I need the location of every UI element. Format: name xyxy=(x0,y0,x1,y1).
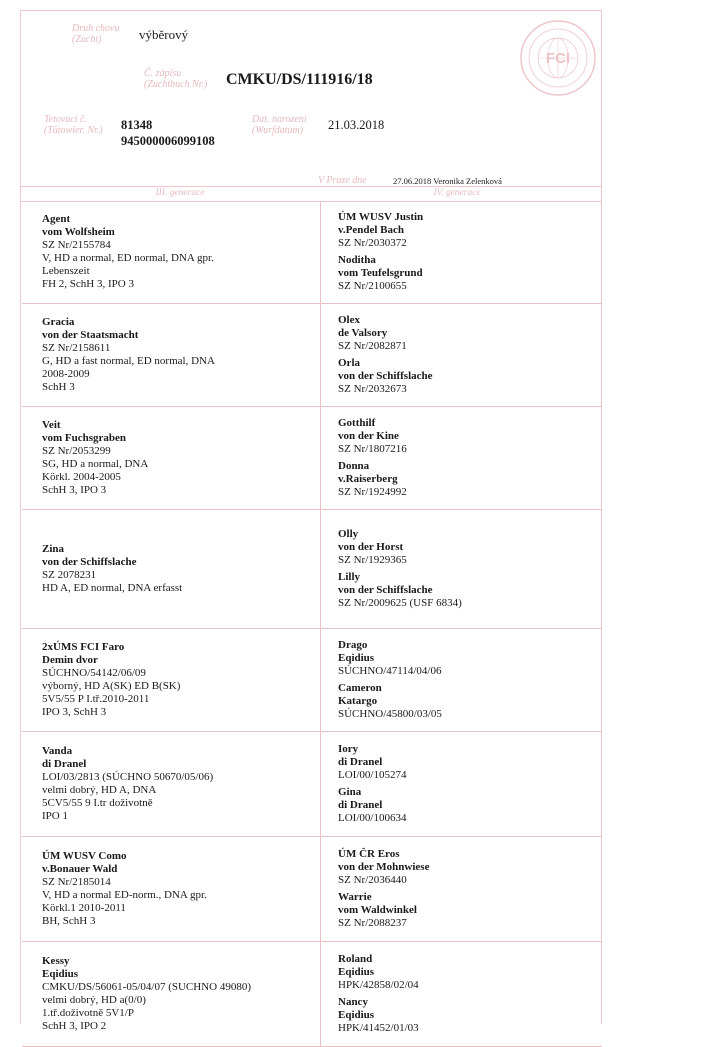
dog-info-line: SZ Nr/2158611 xyxy=(42,342,111,354)
dog-name: Vanda xyxy=(42,745,73,757)
kennel-name: Eqidius xyxy=(338,966,375,978)
dog-name: Warrie xyxy=(338,891,372,903)
dog-info-line: FH 2, SchH 3, IPO 3 xyxy=(42,278,134,290)
pedigree-row xyxy=(22,201,602,304)
fourth-generation-dog xyxy=(338,571,602,610)
kennel-name: v.Raiserberg xyxy=(338,473,398,485)
dog-info-line: SZ Nr/2032673 xyxy=(338,383,407,395)
kennel-name: di Dranel xyxy=(42,758,87,770)
dog-name: Nancy xyxy=(338,996,368,1008)
third-generation-cell xyxy=(22,304,321,406)
dog-name: ÚM WUSV Justin xyxy=(338,211,424,223)
breed-label: Druh chovu (Zucht) xyxy=(72,23,120,45)
fourth-generation-cell xyxy=(321,407,602,509)
dog-info-line: LOI/00/100634 xyxy=(338,812,407,824)
third-generation-cell xyxy=(22,407,321,509)
fourth-generation-dog xyxy=(338,682,602,721)
dog-name: ÚM ČR Eros xyxy=(338,848,400,860)
dog-name: Olly xyxy=(338,528,359,540)
dog-info-line: Körkl.1 2010-2011 xyxy=(42,902,126,914)
tattoo-number: 81348 xyxy=(121,118,153,132)
dog-info-line: 5CV5/55 9 I.tr doživotně xyxy=(42,797,153,809)
dog-name: Veit xyxy=(42,419,61,431)
fourth-generation-cell xyxy=(321,732,602,836)
third-generation-dog xyxy=(42,419,320,497)
third-generation-dog xyxy=(42,543,320,595)
dog-info-line: CMKU/DS/56061-05/04/07 (SUCHNO 49080) xyxy=(42,981,252,993)
dog-name: Noditha xyxy=(338,254,376,266)
kennel-name: von der Horst xyxy=(338,541,404,553)
dog-info-line: SZ Nr/2030372 xyxy=(338,237,407,249)
third-generation-header: III. generace xyxy=(155,188,205,198)
header-divider xyxy=(20,186,602,187)
fourth-generation-dog xyxy=(338,639,602,678)
fourth-generation-dog xyxy=(338,848,602,887)
third-generation-dog xyxy=(42,955,320,1033)
kennel-name: Eqidius xyxy=(338,1009,375,1021)
dog-info-line: SZ Nr/2088237 xyxy=(338,917,407,929)
pedigree-row xyxy=(22,304,602,407)
kennel-name: v.Pendel Bach xyxy=(338,224,405,236)
dog-name: Olex xyxy=(338,314,360,326)
kennel-name: vom Fuchsgraben xyxy=(42,432,127,444)
dog-info-line: výborný, HD A(SK) ED B(SK) xyxy=(42,680,181,692)
dog-name: Cameron xyxy=(338,682,382,694)
dog-name: Donna xyxy=(338,460,370,472)
third-generation-dog xyxy=(42,641,320,719)
chip-number: 945000006099108 xyxy=(121,134,215,148)
fourth-generation-cell xyxy=(321,629,602,731)
dog-name: Orla xyxy=(338,357,360,369)
pedigree-row xyxy=(22,732,602,837)
kennel-name: di Dranel xyxy=(338,756,383,768)
top-border xyxy=(20,10,602,11)
kennel-name: v.Bonauer Wald xyxy=(42,863,118,875)
dog-name: Drago xyxy=(338,639,368,651)
fourth-generation-cell xyxy=(321,304,602,406)
place-label: V Praze dne xyxy=(318,175,367,186)
dog-info-line: SZ Nr/2082871 xyxy=(338,340,407,352)
dog-info-line: HPK/41452/01/03 xyxy=(338,1022,419,1034)
kennel-name: Eqidius xyxy=(338,652,375,664)
dog-info-line: velmi dobrý, HD a(0/0) xyxy=(42,994,146,1006)
dog-name: Agent xyxy=(42,213,71,225)
dog-info-line: BH, SchH 3 xyxy=(42,915,96,927)
dog-name: ÚM WUSV Como xyxy=(42,850,127,862)
dog-info-line: SZ Nr/1924992 xyxy=(338,486,407,498)
dog-info-line: IPO 1 xyxy=(42,810,68,822)
breed-value: výběrový xyxy=(139,27,189,42)
dog-info-line: V, HD a normal ED-norm., DNA gpr. xyxy=(42,889,207,901)
fourth-generation-dog xyxy=(338,996,602,1035)
fourth-generation-cell xyxy=(321,942,602,1046)
dog-info-line: SG, HD a normal, DNA xyxy=(42,458,149,470)
dog-info-line: SÚCHNO/47114/04/06 xyxy=(338,665,442,677)
dog-name: Roland xyxy=(338,953,373,965)
dog-info-line: V, HD a normal, ED normal, DNA gpr. xyxy=(42,252,214,264)
dog-info-line: 2008-2009 xyxy=(42,368,90,380)
third-generation-dog xyxy=(42,316,320,394)
third-generation-dog xyxy=(42,850,320,928)
kennel-name: vom Teufelsgrund xyxy=(338,267,423,279)
dog-info-line: SZ Nr/2053299 xyxy=(42,445,111,457)
third-generation-dog xyxy=(42,745,320,823)
dog-name: Zina xyxy=(42,543,65,555)
kennel-name: vom Wolfsheim xyxy=(42,226,115,238)
dog-name: Gotthilf xyxy=(338,417,376,429)
kennel-name: von der Schiffslache xyxy=(42,556,137,568)
fourth-generation-cell xyxy=(321,510,602,628)
fourth-generation-dog xyxy=(338,254,602,293)
third-generation-cell xyxy=(22,732,321,836)
kennel-name: Eqidius xyxy=(42,968,79,980)
kennel-name: von der Staatsmacht xyxy=(42,329,139,341)
whelp-date: 21.03.2018 xyxy=(328,118,385,132)
dog-info-line: SZ Nr/2009625 (USF 6834) xyxy=(338,597,462,609)
dog-info-line: G, HD a fast normal, ED normal, DNA xyxy=(42,355,215,367)
dog-info-line: HD A, ED normal, DNA erfasst xyxy=(42,582,183,594)
dog-name: Gina xyxy=(338,786,362,798)
dog-info-line: 5V5/55 P I.tř.2010-2011 xyxy=(42,693,150,705)
third-generation-cell xyxy=(22,510,321,628)
dog-info-line: SZ Nr/2155784 xyxy=(42,239,111,251)
studbook-number: CMKU/DS/111916/18 xyxy=(226,71,373,88)
dog-info-line: Lebenszeit xyxy=(42,265,90,277)
dog-info-line: SchH 3 xyxy=(42,381,75,393)
dog-info-line: SZ Nr/1929365 xyxy=(338,554,407,566)
dog-info-line: SZ Nr/1807216 xyxy=(338,443,407,455)
pedigree-row xyxy=(22,629,602,732)
kennel-name: de Valsory xyxy=(338,327,388,339)
fourth-generation-dog xyxy=(338,211,602,250)
seal-text: FCI xyxy=(545,50,571,67)
fourth-generation-cell xyxy=(321,201,602,303)
pedigree-row xyxy=(22,837,602,942)
fourth-generation-dog xyxy=(338,357,602,396)
dog-info-line: LOI/03/2813 (SÚCHNO 50670/05/06) xyxy=(42,771,214,783)
kennel-name: von der Schiffslache xyxy=(338,370,433,382)
kennel-name: Demin dvor xyxy=(42,654,98,666)
dog-info-line: SchH 3, IPO 2 xyxy=(42,1020,107,1032)
issue-date-signature: 27.06.2018 Veronika Zelenková xyxy=(393,176,502,186)
kennel-name: di Dranel xyxy=(338,799,383,811)
dog-info-line: HPK/42858/02/04 xyxy=(338,979,419,991)
tattoo-label: Tetovací č. (Tätowier. Nr.) xyxy=(44,114,103,136)
third-generation-cell xyxy=(22,942,321,1046)
tattoo-values xyxy=(121,117,215,149)
dog-info-line: SchH 3, IPO 3 xyxy=(42,484,107,496)
pedigree-row xyxy=(22,407,602,510)
dog-name: Kessy xyxy=(42,955,70,967)
fci-seal-icon xyxy=(518,18,598,98)
pedigree-row xyxy=(22,510,602,629)
fourth-generation-dog xyxy=(338,786,602,825)
fourth-generation-dog xyxy=(338,953,602,992)
dog-info-line: SZ Nr/2036440 xyxy=(338,874,407,886)
third-generation-dog xyxy=(42,213,320,291)
fourth-generation-dog xyxy=(338,417,602,456)
dog-info-line: SÚCHNO/45800/03/05 xyxy=(338,708,442,720)
dog-name: Gracia xyxy=(42,316,75,328)
kennel-name: Katargo xyxy=(338,695,378,707)
fourth-generation-dog xyxy=(338,460,602,499)
left-margin-line xyxy=(20,10,21,1024)
dog-info-line: LOI/00/105274 xyxy=(338,769,407,781)
dog-info-line: SZ Nr/2100655 xyxy=(338,280,407,292)
dog-info-line: IPO 3, SchH 3 xyxy=(42,706,107,718)
kennel-name: von der Mohnwiese xyxy=(338,861,430,873)
dog-info-line: SÚCHNO/54142/06/09 xyxy=(42,667,146,679)
whelp-date-label: Dat. narození (Wurfdatum) xyxy=(252,114,307,136)
fourth-generation-cell xyxy=(321,837,602,941)
dog-info-line: SZ 2078231 xyxy=(42,569,97,581)
dog-info-line: Körkl. 2004-2005 xyxy=(42,471,121,483)
third-generation-cell xyxy=(22,629,321,731)
fourth-generation-header: IV. generace xyxy=(433,188,481,198)
dog-info-line: velmi dobrý, HD A, DNA xyxy=(42,784,157,796)
dog-info-line: SZ Nr/2185014 xyxy=(42,876,111,888)
studbook-label: Č. zápisu (Zuchtbuch Nr.) xyxy=(144,68,208,90)
kennel-name: von der Kine xyxy=(338,430,399,442)
pedigree-grid xyxy=(22,201,602,1047)
fourth-generation-dog xyxy=(338,528,602,567)
dog-name: Iory xyxy=(338,743,359,755)
kennel-name: vom Waldwinkel xyxy=(338,904,417,916)
kennel-name: von der Schiffslache xyxy=(338,584,433,596)
dog-name: 2xÚMS FCI Faro xyxy=(42,641,125,653)
third-generation-cell xyxy=(22,837,321,941)
fourth-generation-dog xyxy=(338,743,602,782)
fourth-generation-dog xyxy=(338,891,602,930)
pedigree-row xyxy=(22,942,602,1047)
dog-name: Lilly xyxy=(338,571,361,583)
third-generation-cell xyxy=(22,201,321,303)
fourth-generation-dog xyxy=(338,314,602,353)
dog-info-line: 1.tř.doživotně 5V1/P xyxy=(42,1007,134,1019)
